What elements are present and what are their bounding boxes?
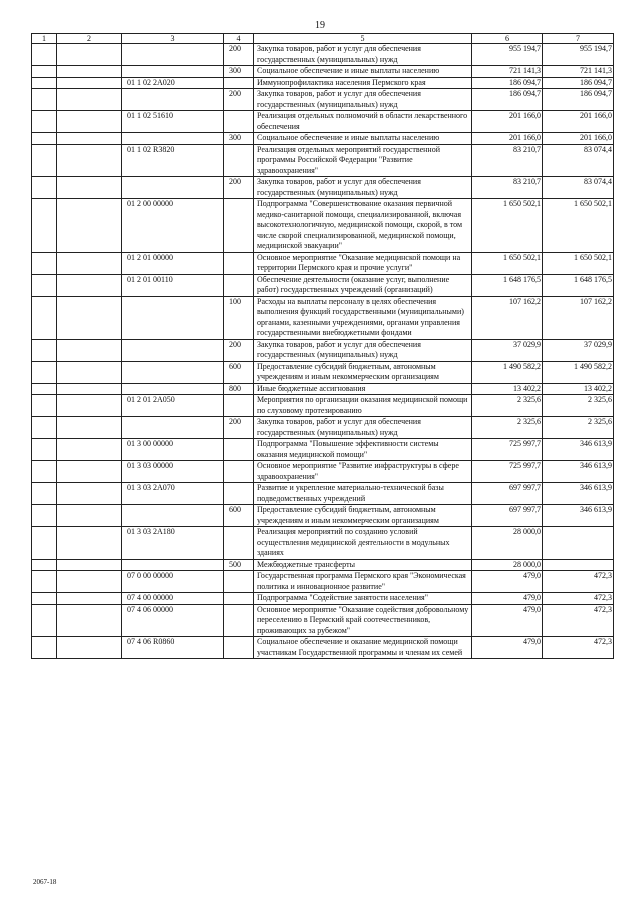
table-row <box>32 89 614 111</box>
item-name: Развитие и укрепление материально-технической базы подведомственных учреждений <box>254 483 472 505</box>
item-name: Подпрограмма "Содействие занятости населения" <box>254 593 472 605</box>
table-row <box>32 637 614 659</box>
amount-col6: 201 166,0 <box>472 133 543 145</box>
header-col-3: 3 <box>122 34 224 44</box>
target-article-code <box>122 361 224 383</box>
expense-type-code <box>224 395 254 417</box>
amount-col7: 186 094,7 <box>543 89 614 111</box>
expense-type-code: 200 <box>224 417 254 439</box>
budget-table <box>31 33 614 659</box>
amount-col6: 107 162,2 <box>472 296 543 339</box>
expense-type-code <box>224 593 254 605</box>
table-row <box>32 77 614 89</box>
col1-cell <box>32 559 57 571</box>
target-article-code <box>122 296 224 339</box>
col2-cell <box>57 417 122 439</box>
col2-cell <box>57 439 122 461</box>
col2-cell <box>57 559 122 571</box>
col1-cell <box>32 395 57 417</box>
amount-col7: 201 166,0 <box>543 133 614 145</box>
amount-col6: 725 997,7 <box>472 461 543 483</box>
expense-type-code: 200 <box>224 44 254 66</box>
expense-type-code: 100 <box>224 296 254 339</box>
col2-cell <box>57 593 122 605</box>
amount-col6: 1 650 502,1 <box>472 199 543 253</box>
col1-cell <box>32 571 57 593</box>
amount-col7: 13 402,2 <box>543 383 614 395</box>
col1-cell <box>32 144 57 177</box>
item-name: Государственная программа Пермского края "Экономическая политика и инновационное развитие" <box>254 571 472 593</box>
col2-cell <box>57 274 122 296</box>
col1-cell <box>32 77 57 89</box>
item-name: Основное мероприятие "Развитие инфраструктуры в сфере здравоохранения" <box>254 461 472 483</box>
col2-cell <box>57 461 122 483</box>
target-article-code: 01 3 00 00000 <box>122 439 224 461</box>
expense-type-code <box>224 637 254 659</box>
col1-cell <box>32 439 57 461</box>
amount-col6: 186 094,7 <box>472 77 543 89</box>
table-row <box>32 252 614 274</box>
target-article-code <box>122 559 224 571</box>
item-name: Социальное обеспечение и иные выплаты населению <box>254 133 472 145</box>
header-col-2: 2 <box>57 34 122 44</box>
expense-type-code: 200 <box>224 339 254 361</box>
expense-type-code <box>224 571 254 593</box>
expense-type-code <box>224 111 254 133</box>
col1-cell <box>32 527 57 560</box>
header-col-5: 5 <box>254 34 472 44</box>
table-row <box>32 527 614 560</box>
target-article-code: 01 2 01 2А050 <box>122 395 224 417</box>
target-article-code: 01 2 01 00000 <box>122 252 224 274</box>
amount-col7: 107 162,2 <box>543 296 614 339</box>
amount-col6: 83 210,7 <box>472 177 543 199</box>
target-article-code: 01 3 03 2А180 <box>122 527 224 560</box>
col1-cell <box>32 417 57 439</box>
expense-type-code <box>224 439 254 461</box>
item-name: Закупка товаров, работ и услуг для обеспечения государственных (муниципальных) нужд <box>254 339 472 361</box>
col2-cell <box>57 111 122 133</box>
item-name: Реализация отдельных мероприятий государственной программы Российской Федерации "Развитие здравоохранения" <box>254 144 472 177</box>
item-name: Иммунопрофилактика населения Пермского края <box>254 77 472 89</box>
table-row <box>32 439 614 461</box>
col2-cell <box>57 199 122 253</box>
table-row <box>32 44 614 66</box>
table-row <box>32 571 614 593</box>
table-row <box>32 559 614 571</box>
item-name: Подпрограмма "Совершенствование оказания первичной медико-санитарной помощи, специализированной, включая высокотехнологичную, медицинской помощи, скорой, в том числе скорой специализированной, медицинской помощи, медицинской эвакуации" <box>254 199 472 253</box>
amount-col7: 2 325,6 <box>543 417 614 439</box>
col1-cell <box>32 89 57 111</box>
amount-col6: 479,0 <box>472 593 543 605</box>
amount-col7: 472,3 <box>543 593 614 605</box>
expense-type-code <box>224 461 254 483</box>
amount-col6: 37 029,9 <box>472 339 543 361</box>
amount-col7 <box>543 559 614 571</box>
amount-col6: 1 648 176,5 <box>472 274 543 296</box>
header-col-4: 4 <box>224 34 254 44</box>
col1-cell <box>32 461 57 483</box>
table-row <box>32 593 614 605</box>
item-name: Обеспечение деятельности (оказание услуг, выполнение работ) государственных учреждений (организаций) <box>254 274 472 296</box>
expense-type-code: 200 <box>224 89 254 111</box>
col2-cell <box>57 339 122 361</box>
amount-col7: 2 325,6 <box>543 395 614 417</box>
table-row <box>32 274 614 296</box>
amount-col7 <box>543 527 614 560</box>
expense-type-code <box>224 252 254 274</box>
target-article-code: 01 1 02 R3820 <box>122 144 224 177</box>
target-article-code: 01 2 01 00110 <box>122 274 224 296</box>
header-col-6: 6 <box>472 34 543 44</box>
item-name: Предоставление субсидий бюджетным, автономным учреждениям и иным некоммерческим организациям <box>254 505 472 527</box>
col1-cell <box>32 133 57 145</box>
amount-col6: 479,0 <box>472 604 543 637</box>
amount-col7: 37 029,9 <box>543 339 614 361</box>
target-article-code <box>122 44 224 66</box>
table-row <box>32 177 614 199</box>
col2-cell <box>57 604 122 637</box>
col2-cell <box>57 77 122 89</box>
col2-cell <box>57 571 122 593</box>
amount-col6: 13 402,2 <box>472 383 543 395</box>
target-article-code: 07 4 06 R0860 <box>122 637 224 659</box>
col1-cell <box>32 274 57 296</box>
col2-cell <box>57 361 122 383</box>
target-article-code: 01 2 00 00000 <box>122 199 224 253</box>
item-name: Закупка товаров, работ и услуг для обеспечения государственных (муниципальных) нужд <box>254 417 472 439</box>
amount-col7: 1 650 502,1 <box>543 252 614 274</box>
table-row <box>32 144 614 177</box>
amount-col6: 28 000,0 <box>472 559 543 571</box>
item-name: Расходы на выплаты персоналу в целях обеспечения выполнения функций государственными (муниципальными) органами, казенными учреждениями, органами управления государственными внебюджетными фондами <box>254 296 472 339</box>
amount-col7: 1 490 582,2 <box>543 361 614 383</box>
expense-type-code: 300 <box>224 66 254 78</box>
expense-type-code <box>224 144 254 177</box>
expense-type-code <box>224 604 254 637</box>
col1-cell <box>32 593 57 605</box>
amount-col7: 472,3 <box>543 571 614 593</box>
expense-type-code: 600 <box>224 505 254 527</box>
col2-cell <box>57 133 122 145</box>
col1-cell <box>32 199 57 253</box>
col1-cell <box>32 252 57 274</box>
amount-col7: 472,3 <box>543 604 614 637</box>
table-row <box>32 66 614 78</box>
target-article-code <box>122 339 224 361</box>
item-name: Реализация мероприятий по созданию условий осуществления медицинской деятельности в модульных зданиях <box>254 527 472 560</box>
amount-col7: 346 613,9 <box>543 483 614 505</box>
table-row <box>32 417 614 439</box>
amount-col6: 955 194,7 <box>472 44 543 66</box>
col2-cell <box>57 637 122 659</box>
col1-cell <box>32 505 57 527</box>
col1-cell <box>32 361 57 383</box>
expense-type-code <box>224 527 254 560</box>
target-article-code: 07 0 00 00000 <box>122 571 224 593</box>
amount-col7: 83 074,4 <box>543 144 614 177</box>
target-article-code <box>122 177 224 199</box>
col1-cell <box>32 66 57 78</box>
target-article-code: 01 1 02 2А020 <box>122 77 224 89</box>
target-article-code <box>122 89 224 111</box>
table-row <box>32 483 614 505</box>
item-name: Закупка товаров, работ и услуг для обеспечения государственных (муниципальных) нужд <box>254 89 472 111</box>
table-row <box>32 505 614 527</box>
target-article-code: 07 4 06 00000 <box>122 604 224 637</box>
amount-col7: 346 613,9 <box>543 461 614 483</box>
amount-col6: 28 000,0 <box>472 527 543 560</box>
target-article-code: 01 1 02 51610 <box>122 111 224 133</box>
amount-col7: 201 166,0 <box>543 111 614 133</box>
item-name: Иные бюджетные ассигнования <box>254 383 472 395</box>
target-article-code <box>122 66 224 78</box>
header-col-7: 7 <box>543 34 614 44</box>
expense-type-code: 600 <box>224 361 254 383</box>
amount-col6: 186 094,7 <box>472 89 543 111</box>
item-name: Реализация отдельных полномочий в области лекарственного обеспечения <box>254 111 472 133</box>
table-row <box>32 383 614 395</box>
column-number-header <box>32 34 614 44</box>
item-name: Социальное обеспечение и оказание медицинской помощи участникам Государственной программы и членам их семей <box>254 637 472 659</box>
expense-type-code: 200 <box>224 177 254 199</box>
amount-col6: 697 997,7 <box>472 483 543 505</box>
item-name: Основное мероприятие "Оказание содействия добровольному переселению в Пермский край соотечественников, проживающих за рубежом" <box>254 604 472 637</box>
target-article-code <box>122 417 224 439</box>
col2-cell <box>57 177 122 199</box>
amount-col7: 721 141,3 <box>543 66 614 78</box>
amount-col6: 725 997,7 <box>472 439 543 461</box>
table-body <box>32 44 614 659</box>
expense-type-code: 500 <box>224 559 254 571</box>
footer-code: 2067-18 <box>33 878 57 886</box>
item-name: Закупка товаров, работ и услуг для обеспечения государственных (муниципальных) нужд <box>254 177 472 199</box>
col1-cell <box>32 296 57 339</box>
amount-col6: 2 325,6 <box>472 417 543 439</box>
amount-col6: 2 325,6 <box>472 395 543 417</box>
expense-type-code <box>224 199 254 253</box>
table-row <box>32 111 614 133</box>
col1-cell <box>32 177 57 199</box>
amount-col6: 721 141,3 <box>472 66 543 78</box>
amount-col6: 479,0 <box>472 571 543 593</box>
amount-col6: 697 997,7 <box>472 505 543 527</box>
col1-cell <box>32 111 57 133</box>
item-name: Подпрограмма "Повышение эффективности системы оказания медицинской помощи" <box>254 439 472 461</box>
item-name: Предоставление субсидий бюджетным, автономным учреждениям и иным некоммерческим организациям <box>254 361 472 383</box>
col2-cell <box>57 296 122 339</box>
table-row <box>32 339 614 361</box>
target-article-code: 07 4 00 00000 <box>122 593 224 605</box>
amount-col7: 346 613,9 <box>543 505 614 527</box>
expense-type-code <box>224 77 254 89</box>
col2-cell <box>57 66 122 78</box>
col1-cell <box>32 339 57 361</box>
col1-cell <box>32 44 57 66</box>
col2-cell <box>57 144 122 177</box>
amount-col7: 955 194,7 <box>543 44 614 66</box>
col1-cell <box>32 383 57 395</box>
header-col-1: 1 <box>32 34 57 44</box>
item-name: Социальное обеспечение и иные выплаты населению <box>254 66 472 78</box>
col2-cell <box>57 395 122 417</box>
col2-cell <box>57 527 122 560</box>
amount-col6: 1 490 582,2 <box>472 361 543 383</box>
table-row <box>32 296 614 339</box>
amount-col6: 201 166,0 <box>472 111 543 133</box>
item-name: Мероприятия по организации оказания медицинской помощи по слуховому протезированию <box>254 395 472 417</box>
expense-type-code: 800 <box>224 383 254 395</box>
table-row <box>32 461 614 483</box>
col1-cell <box>32 637 57 659</box>
col1-cell <box>32 604 57 637</box>
expense-type-code <box>224 274 254 296</box>
amount-col6: 83 210,7 <box>472 144 543 177</box>
target-article-code: 01 3 03 00000 <box>122 461 224 483</box>
table-row <box>32 199 614 253</box>
target-article-code <box>122 133 224 145</box>
amount-col7: 186 094,7 <box>543 77 614 89</box>
target-article-code <box>122 505 224 527</box>
col2-cell <box>57 505 122 527</box>
target-article-code: 01 3 03 2А070 <box>122 483 224 505</box>
item-name: Основное мероприятие "Оказание медицинской помощи на территории Пермского края и прочие услуги" <box>254 252 472 274</box>
amount-col7: 1 650 502,1 <box>543 199 614 253</box>
table-row <box>32 361 614 383</box>
col2-cell <box>57 44 122 66</box>
amount-col6: 479,0 <box>472 637 543 659</box>
col2-cell <box>57 252 122 274</box>
item-name: Межбюджетные трансферты <box>254 559 472 571</box>
expense-type-code: 300 <box>224 133 254 145</box>
col2-cell <box>57 383 122 395</box>
item-name: Закупка товаров, работ и услуг для обеспечения государственных (муниципальных) нужд <box>254 44 472 66</box>
col2-cell <box>57 89 122 111</box>
table-row <box>32 604 614 637</box>
table-row <box>32 395 614 417</box>
col1-cell <box>32 483 57 505</box>
amount-col7: 1 648 176,5 <box>543 274 614 296</box>
table-row <box>32 133 614 145</box>
amount-col7: 83 074,4 <box>543 177 614 199</box>
target-article-code <box>122 383 224 395</box>
amount-col7: 472,3 <box>543 637 614 659</box>
amount-col7: 346 613,9 <box>543 439 614 461</box>
col2-cell <box>57 483 122 505</box>
expense-type-code <box>224 483 254 505</box>
page-number: 19 <box>315 20 325 31</box>
amount-col6: 1 650 502,1 <box>472 252 543 274</box>
